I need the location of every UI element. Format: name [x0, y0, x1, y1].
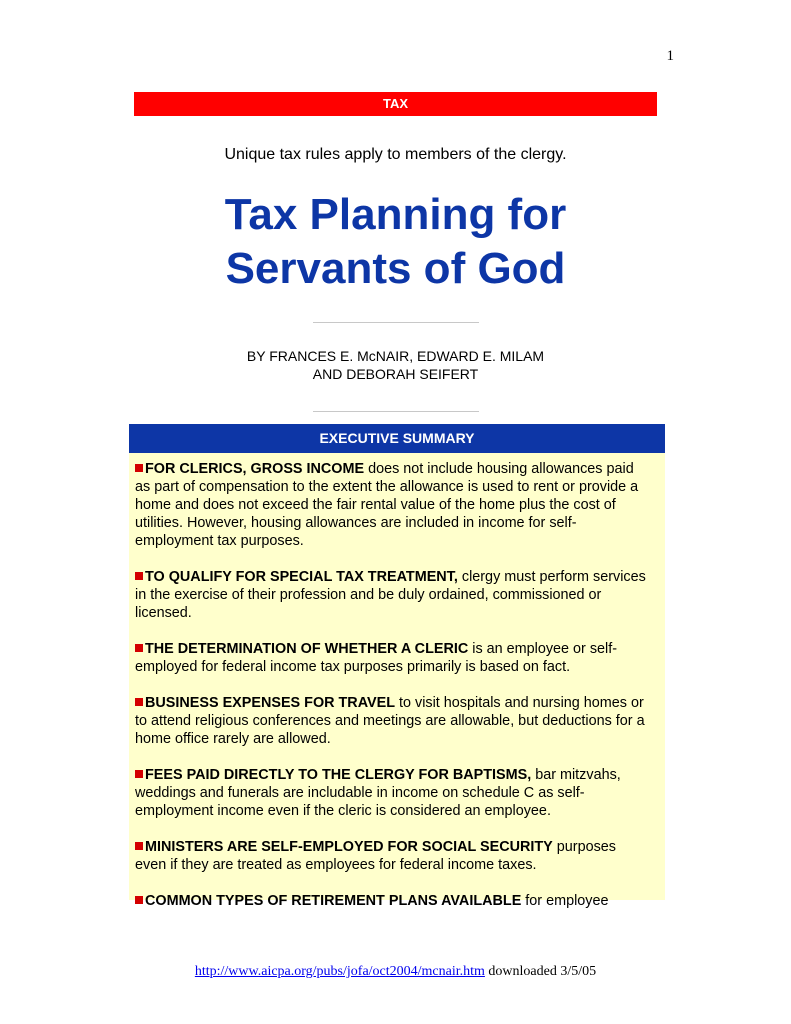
- title-line-2: Servants of God: [225, 244, 566, 293]
- page-number: 1: [666, 48, 674, 64]
- square-bullet-icon: [135, 842, 143, 850]
- square-bullet-icon: [135, 644, 143, 652]
- executive-summary-box: [129, 424, 665, 909]
- summary-item: FOR CLERICS, GROSS INCOME does not include housing allowances paid as part of compensation to the extent the allowance is used to rent or provide a home and does not exceed the fair rental value of the home plus the cost of utilities. However, housing allowances are included in income for self-employment tax purposes.: [135, 461, 639, 549]
- summary-item: BUSINESS EXPENSES FOR TRAVEL to visit hospitals and nursing homes or to attend religious conferences and meetings are allowable, but deductions for a home office rarely are allowed.: [135, 695, 645, 747]
- square-bullet-icon: [135, 464, 143, 472]
- square-bullet-icon: [135, 572, 143, 580]
- byline-line-1: BY FRANCES E. McNAIR, EDWARD E. MILAM: [246, 348, 545, 364]
- deck: Unique tax rules apply to members of the clergy.: [224, 146, 567, 163]
- title-line-1: Tax Planning for: [224, 190, 567, 239]
- download-note: downloaded 3/5/05: [484, 964, 597, 979]
- byline: [0, 347, 791, 383]
- divider: [313, 322, 479, 323]
- summary-list: [129, 453, 665, 910]
- source-url-link[interactable]: http://www.aicpa.org/pubs/jofa/oct2004/mcnair.htm: [194, 964, 485, 979]
- square-bullet-icon: [135, 698, 143, 706]
- square-bullet-icon: [135, 896, 143, 904]
- summary-item: COMMON TYPES OF RETIREMENT PLANS AVAILABLE for employee: [135, 892, 649, 910]
- divider: [313, 411, 479, 412]
- section-label-bar: TAX: [134, 92, 657, 116]
- summary-item: MINISTERS ARE SELF-EMPLOYED FOR SOCIAL SECURITY purposes even if they are treated as employees for federal income taxes.: [135, 839, 616, 873]
- summary-item: THE DETERMINATION OF WHETHER A CLERIC is an employee or self-employed for federal income tax purposes primarily is based on fact.: [135, 641, 618, 675]
- summary-item: TO QUALIFY FOR SPECIAL TAX TREATMENT, clergy must perform services in the exercise of their profession and be duly ordained, commissioned or licensed.: [135, 569, 646, 621]
- executive-summary-header: EXECUTIVE SUMMARY: [129, 424, 665, 453]
- square-bullet-icon: [135, 770, 143, 778]
- article-title: [0, 188, 791, 296]
- page-footer: [0, 964, 791, 980]
- summary-item: FEES PAID DIRECTLY TO THE CLERGY FOR BAPTISMS, bar mitzvahs, weddings and funerals are includable in income on schedule C as self-employment income even if the cleric is considered an employee.: [135, 767, 621, 819]
- byline-line-2: AND DEBORAH SEIFERT: [312, 366, 479, 382]
